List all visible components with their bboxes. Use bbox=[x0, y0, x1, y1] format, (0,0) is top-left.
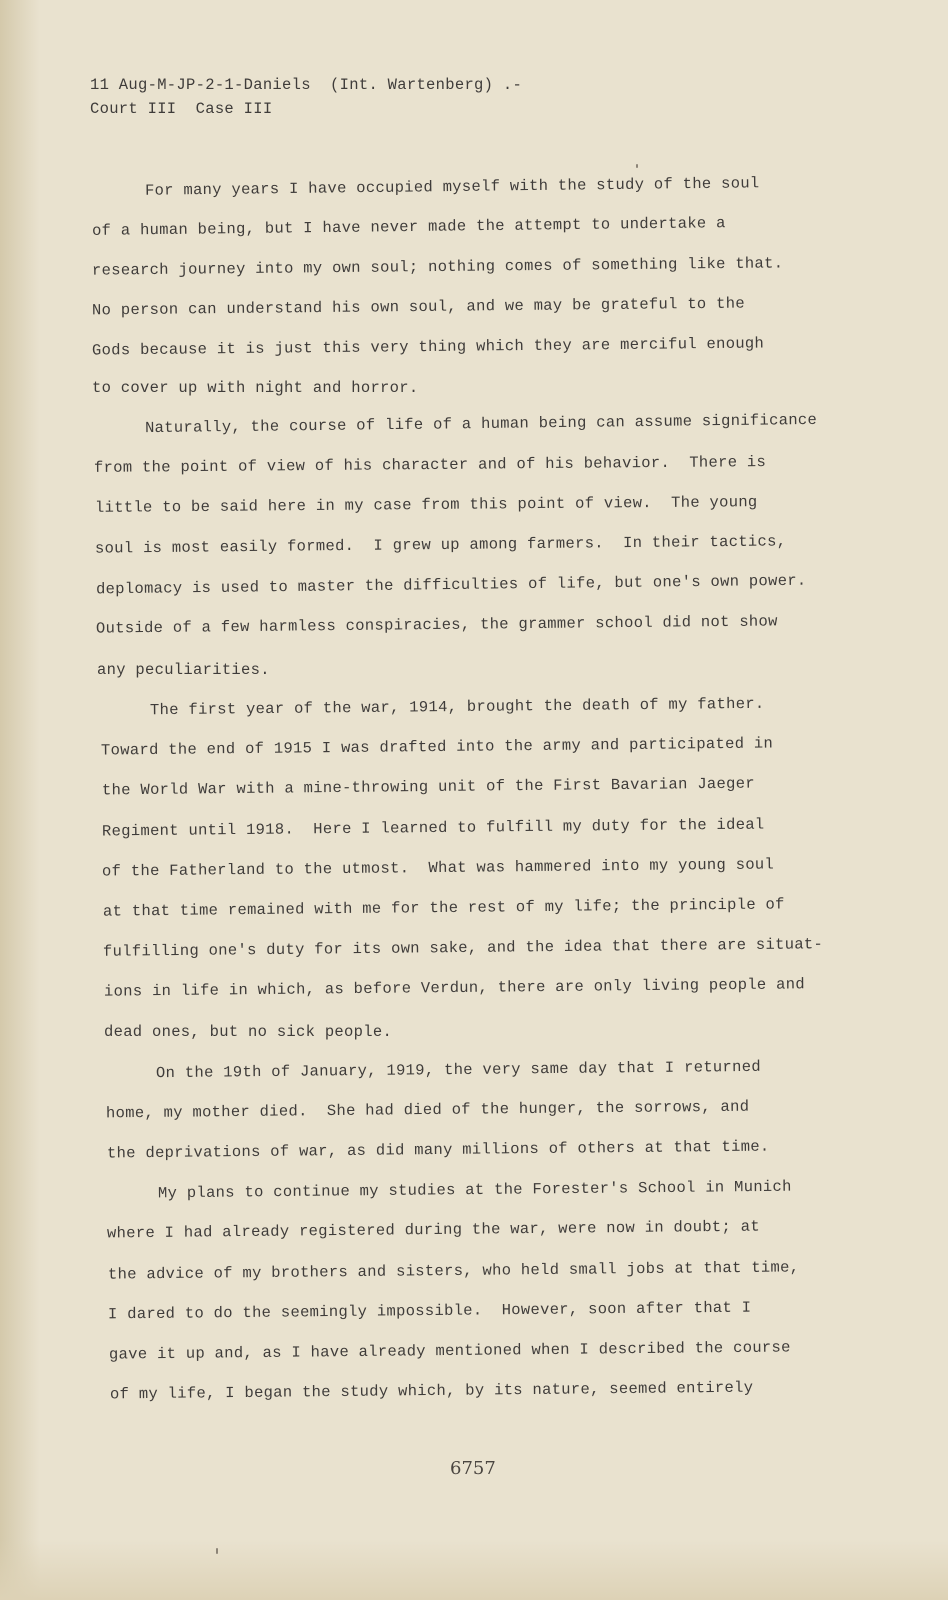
paper-speck bbox=[216, 1548, 218, 1554]
body-line: On the 19th of January, 1919, the very same day that I returned bbox=[155, 1057, 761, 1083]
body-line: little to be said here in my case from this point of view. The young bbox=[94, 493, 758, 517]
body-line: of the Fatherland to the utmost. What was hammered into my young soul bbox=[101, 855, 775, 881]
body-line: of my life, I began the study which, by its nature, seemed entirely bbox=[109, 1378, 754, 1404]
body-line: to cover up with night and horror. bbox=[92, 379, 419, 397]
body-line: soul is most easily formed. I grew up among farmers. In their tactics, bbox=[94, 532, 787, 558]
header-court-line: Court III Case III bbox=[90, 100, 273, 118]
body-line: fulfilling one's duty for its own sake, and the idea that there are situat- bbox=[102, 935, 824, 961]
body-line: For many years I have occupied myself with the study of the soul bbox=[144, 174, 760, 200]
body-line: from the point of view of his character and of his behavior. There is bbox=[93, 453, 767, 477]
body-line: gave it up and, as I have already mentioned when I described the course bbox=[108, 1338, 791, 1364]
body-line: Toward the end of 1915 I was drafted into the army and participated in bbox=[100, 734, 774, 760]
paper-speck bbox=[636, 164, 638, 168]
body-line: I dared to do the seemingly impossible. However, soon after that I bbox=[107, 1298, 752, 1324]
body-line: No person can understand his own soul, and we may be grateful to the bbox=[91, 294, 745, 320]
body-line: Outside of a few harmless conspiracies, the grammer school did not show bbox=[95, 612, 778, 638]
page-bottom-shading bbox=[0, 1540, 948, 1600]
body-line: of a human being, but I have never made the attempt to undertake a bbox=[91, 214, 726, 240]
body-line: the advice of my brothers and sisters, who held small jobs at that time, bbox=[107, 1258, 800, 1284]
body-line: dead ones, but no sick people. bbox=[104, 1023, 393, 1041]
body-line: the deprivations of war, as did many millions of others at that time. bbox=[106, 1137, 770, 1163]
page-number: 6757 bbox=[450, 1458, 496, 1479]
body-line: The first year of the war, 1914, brought the death of my father. bbox=[149, 694, 765, 720]
body-line: Gods because it is just this very thing which they are merciful enough bbox=[91, 334, 765, 360]
body-line: ions in life in which, as before Verdun, there are only living people and bbox=[103, 975, 805, 1001]
body-line: any peculiarities. bbox=[97, 661, 270, 679]
header-reference-line: 11 Aug-M-JP-2-1-Daniels (Int. Wartenberg) .- bbox=[90, 76, 523, 94]
body-line: home, my mother died. She had died of the hunger, the sorrows, and bbox=[105, 1097, 750, 1123]
body-line: research journey into my own soul; nothing comes of something like that. bbox=[91, 254, 784, 280]
body-line: the World War with a mine-throwing unit of the First Bavarian Jaeger bbox=[101, 774, 755, 800]
body-line: My plans to continue my studies at the Forester's School in Munich bbox=[157, 1177, 792, 1203]
body-line: Naturally, the course of life of a human being can assume significance bbox=[144, 410, 818, 438]
body-line: at that time remained with me for the rest of my life; the principle of bbox=[102, 895, 785, 921]
body-line: where I had already registered during the war, were now in doubt; at bbox=[106, 1217, 760, 1243]
body-line: deplomacy is used to master the difficulties of life, but one's own power. bbox=[95, 571, 807, 599]
body-line: Regiment until 1918. Here I learned to fulfill my duty for the ideal bbox=[101, 815, 765, 841]
